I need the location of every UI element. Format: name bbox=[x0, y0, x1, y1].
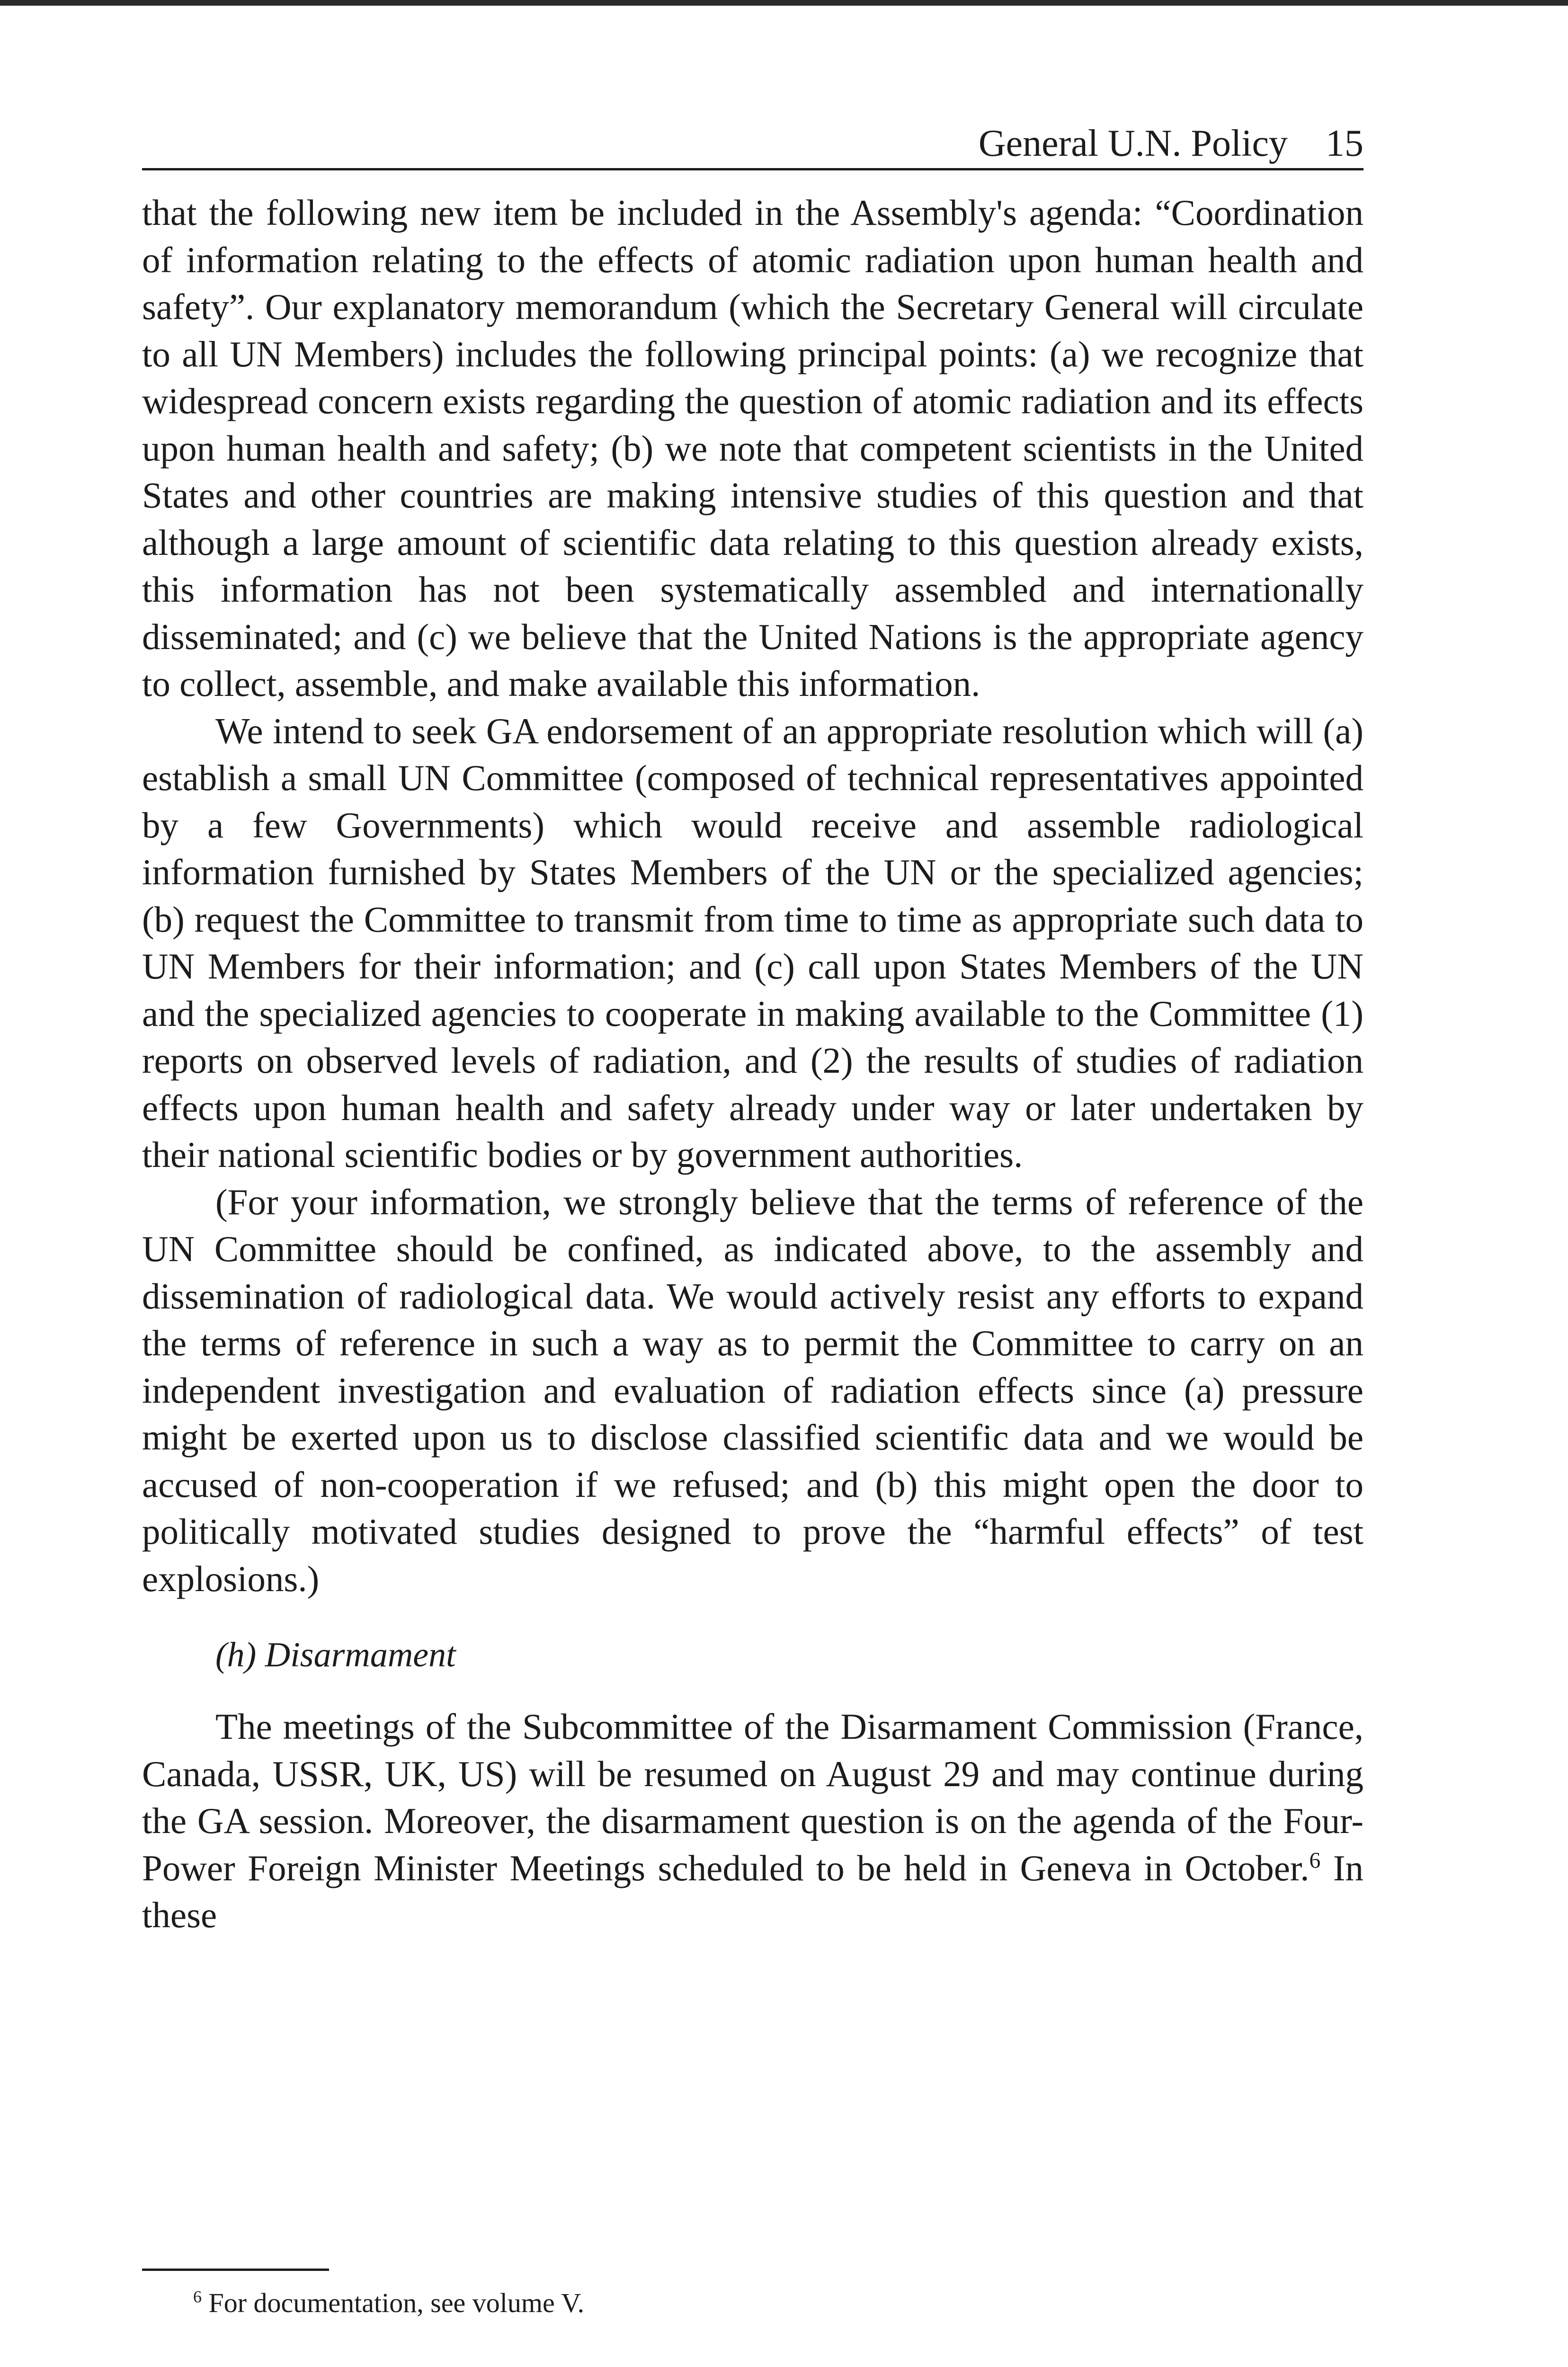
section-heading-disarmament: (h) Disarmament bbox=[215, 1636, 456, 1674]
paragraph-committee-terms: (For your information, we strongly believe that the terms of reference of the UN Committee should be confined, as indicated above, to the assembly and dissemination of radiological data. We would actively resist any efforts to expand the terms of reference in such a way as to permit the Committee to carry on an independent investigation and evaluation of radiation effects since (a) pressure might be exerted upon us to disclose classified scientific data and we would be accused of non-cooperation if we refused; and (b) this might open the door to politically motivated studies designed to prove the “harmful effects” of test explosions.) bbox=[142, 1181, 1363, 1599]
book-page bbox=[142, 118, 1363, 1939]
page-number: 15 bbox=[1326, 123, 1363, 164]
paragraph-disarmament-continuation: In these bbox=[142, 1847, 1363, 1935]
running-head-title: General U.N. Policy bbox=[978, 123, 1288, 164]
paragraph-atomic-radiation-item: that the following new item be included in the Assembly's agenda: “Coordination of information relating to the effects of atomic radiation upon human health and safety”. Our explanatory memorandum (which the Secretary General will circulate to all UN Members) includes the following principal points: (a) we recognize that widespread concern exists regarding the question of atomic radiation and its effects upon human health and safety; (b) we note that competent scientists in the United States and other countries are making intensive studies of this question and that although a large amount of scientific data relating to this question already exists, this information has not been systematically assembled and internationally disseminated; and (c) we believe that the United Nations is the appropriate agency to collect, assemble, and make available this information. bbox=[142, 192, 1363, 704]
body-text bbox=[142, 189, 1363, 1939]
paragraph-disarmament bbox=[142, 1703, 1363, 1939]
running-head bbox=[142, 118, 1363, 170]
paragraph-ga-resolution: We intend to seek GA endorsement of an appropriate resolution which will (a) establish a small UN Committee (composed of technical representatives appointed by a few Governments) which would receive and assemble radiological information furnished by States Members of the UN or the specialized agencies; (b) request the Committee to transmit from time to time as appropriate such data to UN Members for their information; and (c) call upon States Members of the UN and the specialized agencies to cooperate in making available to the Committee (1) reports on observed levels of radiation, and (2) the results of studies of radiation effects upon human health and safety already under way or later undertaken by their national scientific bodies or by government authorities. bbox=[142, 710, 1363, 1175]
footnote-marker: 6 bbox=[193, 2287, 202, 2306]
paragraph-disarmament-text: The meetings of the Subcommittee of the Disarmament Commission (France, Canada, USSR, UK, US) will be resumed on August 29 and may continue during the GA session. Moreover, the disarmament question is on the agenda of the Four-Power Foreign Minister Meetings scheduled to be held in Geneva in October. bbox=[142, 1706, 1363, 1888]
footnote-reference[interactable]: 6 bbox=[1309, 1847, 1321, 1873]
footnote-text: For documentation, see volume V. bbox=[201, 2287, 585, 2318]
footnote-divider bbox=[142, 2269, 329, 2271]
footnote bbox=[193, 2284, 584, 2322]
scan-edge bbox=[0, 0, 1568, 6]
